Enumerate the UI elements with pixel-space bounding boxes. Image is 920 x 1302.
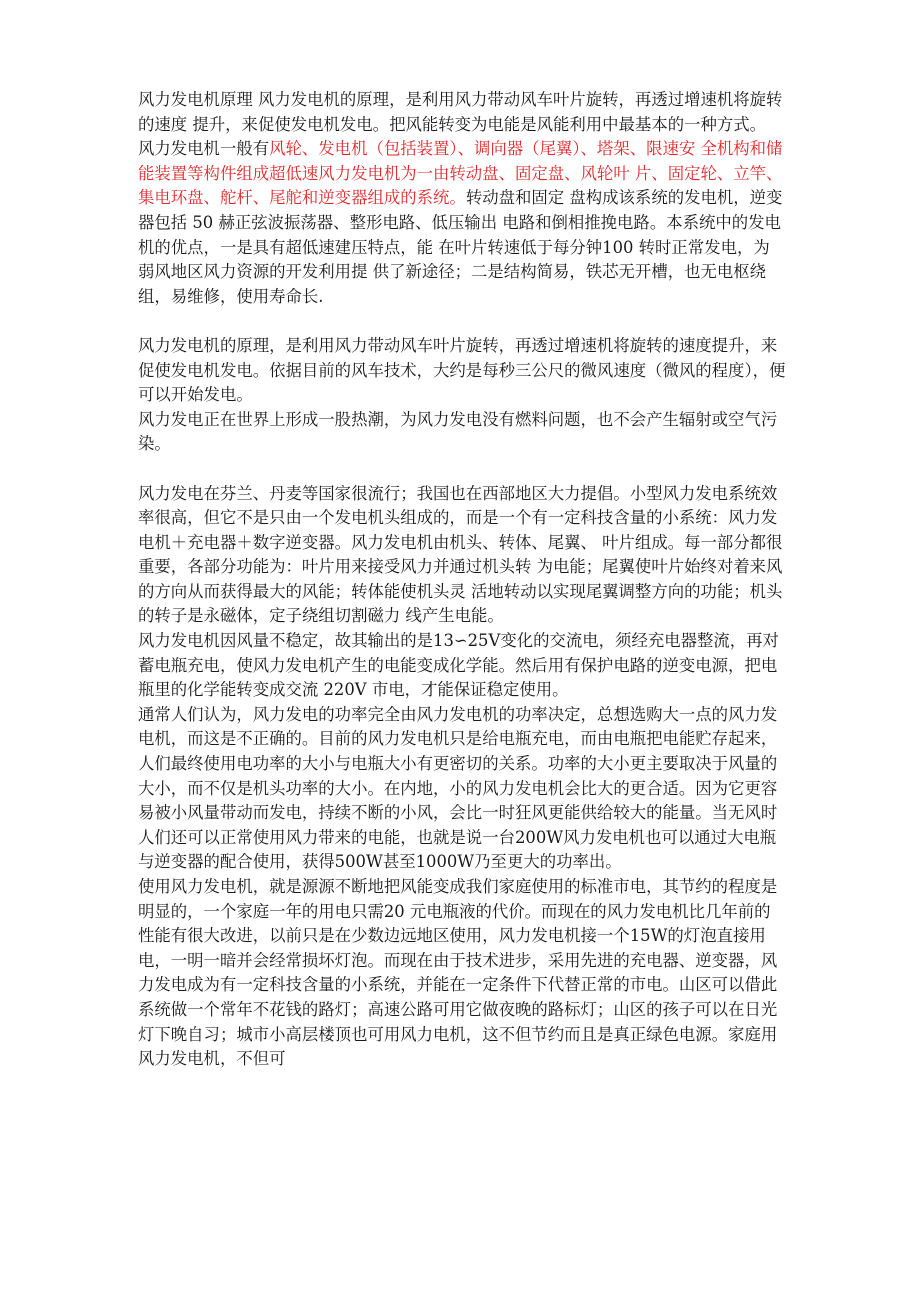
paragraph-principle-intro: 风力发电机原理 风力发电机的原理，是利用风力带动风车叶片旋转，再透过增速机将旋转的速度 提升，来促使发电机发电。把风能转变为电能是风能利用中最基本的一种方式。 风力发电机一般有 <box>138 90 783 159</box>
highlighted-components-text: 风轮、发电机（包括装置）、调向器（尾翼）、塔架、限速安 全机构和储能装置等构件组成超低速风力发电机为一由转动盘、固定盘、风轮叶 片、固定轮、立竿、集电环盘、舵杆、尾舵和逆变器组成的系统。 <box>138 139 783 208</box>
paragraph-output: 风力发电机因风量不稳定，故其输出的是13∽25V变化的交流电，须经充电器整流，再对蓄电瓶充电，使风力发电机产生的电能变成化学能。然后用有保护电路的逆变电源，把电瓶里的化学能转变成交流 220V 市电，才能保证稳定使用。 <box>138 631 779 700</box>
paragraph-principle <box>138 88 786 309</box>
paragraph-power: 通常人们认为，风力发电的功率完全由风力发电机的功率决定，总想选购大一点的风力发电机，而这是不正确的。目前的风力发电机只是给电瓶充电，而由电瓶把电能贮存起来，人们最终使用电功率的大小与电瓶大小有更密切的关系。功率的大小更主要取决于风量的大小，而不仅是机头功率的大小。在内地，小的风力发电机会比大的更合适。因为它更容易被小风量带动而发电，持续不断的小风，会比一时狂风更能供给较大的能量。当无风时人们还可以正常使用风力带来的电能，也就是说一台200W风力发电机也可以通过大电瓶与逆变器的配合使用，获得500W甚至1000W乃至更大的功率出。 <box>138 704 778 872</box>
document-page <box>138 88 786 1072</box>
paragraph-principle-rest: 转动盘和固定 盘构成该系统的发电机，逆变器包括 50 赫正弦波振荡器、整形电路、低压输出 电路和倒相推挽电路。本系统中的发电机的优点，一是具有超低速建压特点，能 在叶片转速低于每分钟100 转时正常发电，为弱风地区风力资源的开发利用提 供了新途径；二是结构简易，铁芯无开槽，也无电枢绕组，易维修，使用寿命长. <box>138 188 783 306</box>
paragraph-small-system: 风力发电在芬兰、丹麦等国家很流行；我国也在西部地区大力提倡。小型风力发电系统效率很高，但它不是只由一个发电机头组成的，而是一个有一定科技含量的小系统：风力发电机＋充电器＋数字逆变器。风力发电机由机头、转体、尾翼、 叶片组成。每一部分都很重要，各部分功能为：叶片用来接受风力并通过机头转 为电能；尾翼使叶片始终对着来风的方向从而获得最大的风能；转体能使机头灵 活地转动以实现尾翼调整方向的功能；机头的转子是永磁体，定子绕组切割磁力 线产生电能。 <box>138 483 783 626</box>
paragraph-generator-principle: 风力发电机的原理，是利用风力带动风车叶片旋转，再透过增速机将旋转的速度提升，来促使发电机发电。依据目前的风车技术，大约是每秒三公尺的微风速度（微风的程度），便可以开始发电。 <box>138 335 786 405</box>
paragraph-trend: 风力发电正在世界上形成一股热潮，为风力发电没有燃料问题，也不会产生辐射或空气污染。 <box>138 409 778 454</box>
paragraph-usage: 使用风力发电机，就是源源不断地把风能变成我们家庭使用的标准市电，其节约的程度是明显的，一个家庭一年的用电只需20 元电瓶液的代价。而现在的风力发电机比几年前的性能有很大改进，以前只是在少数边远地区使用，风力发电机接一个15W的灯泡直接用电，一明一暗并会经常损坏灯泡。而现在由于技术进步，采用先进的充电器、逆变器，风力发电成为有一定科技含量的小系统，并能在一定条件下代替正常的市电。山区可以借此系统做一个常年不花钱的路灯；高速公路可用它做夜晚的路标灯；山区的孩子可以在日光灯下晚自习；城市小高层楼顶也可用风力电机，这不但节约而且是真正绿色电源。家庭用风力发电机，不但可 <box>138 877 778 1069</box>
